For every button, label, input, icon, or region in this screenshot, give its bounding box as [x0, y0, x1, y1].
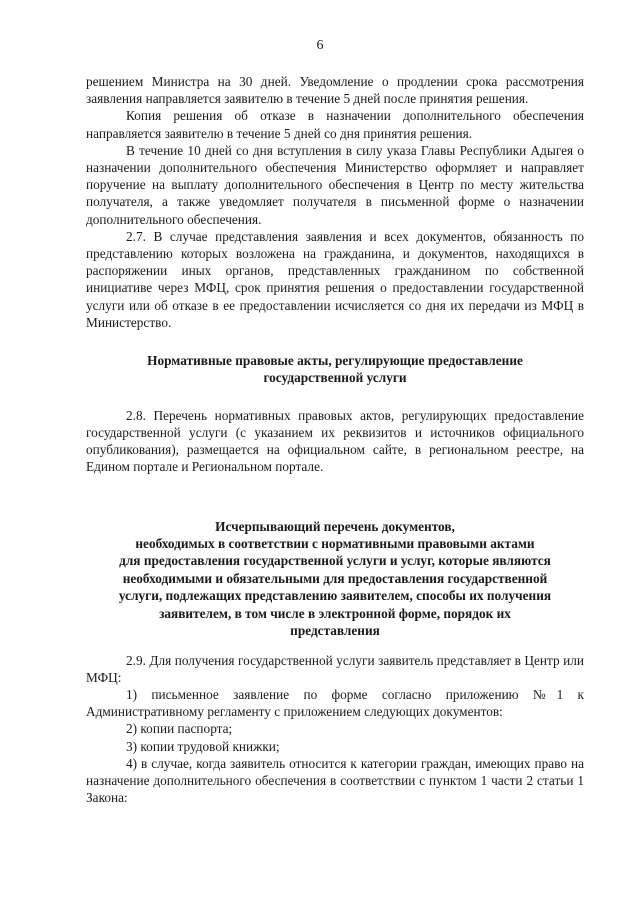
- heading-line: Исчерпывающий перечень документов,: [215, 518, 455, 534]
- heading-line: необходимых в соответствии с нормативными правовыми актами: [135, 536, 535, 552]
- heading-line: представления: [290, 623, 380, 639]
- paragraph-decree: В течение 10 дней со дня вступления в силу указа Главы Республики Адыгея о назначении дополнительного обеспечения Министерство оформляет и направляет поручение на выплату дополнительного обеспечения в Центр по месту жительства получателя, а также уведомляет получателя в письменной форме о назначении дополнительного обеспечения.: [86, 142, 584, 227]
- paragraph-2-8: 2.8. Перечень нормативных правовых актов, регулирующих предоставление государственной услуги (с указанием их реквизитов и источников официального опубликования), размещается на официальном сайте, в региональном реестре, на Едином портале и Региональном портале.: [86, 407, 584, 475]
- heading-documents-list: [86, 518, 584, 640]
- page-number: 6: [316, 38, 324, 53]
- paragraph-2-7: 2.7. В случае представления заявления и всех документов, обязанность по представлению которых возложена на гражданина, и документов, находящихся в распоряжении иных органов, представленных гражданином по собственной инициативе через МФЦ, срок принятия решения о предоставлении государственной услуги или об отказе в ее предоставлении исчисляется со дня их передачи из МФЦ в Министерство.: [86, 228, 584, 330]
- heading-line: для предоставления государственной услуги и услуг, которые являются: [119, 553, 551, 569]
- list-item-category: 4) в случае, когда заявитель относится к категории граждан, имеющих право на назначение дополнительного обеспечения в соответствии с пунктом 1 части 2 статьи 1 Закона:: [86, 755, 584, 806]
- heading-line: заявителем, в том числе в электронной форме, порядок их: [159, 605, 511, 621]
- heading-line: необходимыми и обязательными для предоставления государственной: [122, 570, 548, 586]
- heading-line: услуги, подлежащих представлению заявителем, способы их получения: [118, 588, 552, 604]
- document-body: [86, 73, 584, 806]
- list-item-application: 1) письменное заявление по форме согласно приложению №1 к Административному регламенту с приложением следующих документов:: [86, 686, 584, 720]
- heading-line: Нормативные правовые акты, регулирующие предоставление: [147, 353, 523, 369]
- paragraph-2-9: 2.9. Для получения государственной услуги заявитель представляет в Центр или МФЦ:: [86, 652, 584, 685]
- paragraph-refusal-copy: Копия решения об отказе в назначении дополнительного обеспечения направляется заявителю в течение 5 дней со дня принятия решения.: [86, 108, 584, 141]
- list-item-employment-record: 3) копии трудовой книжки;: [126, 738, 280, 754]
- paragraph-continuation: решением Министра на 30 дней. Уведомление о продлении срока рассмотрения заявления направляется заявителю в течение 5 дней после принятия решения.: [86, 74, 584, 107]
- heading-line: государственной услуги: [263, 370, 407, 386]
- heading-normative-acts: [86, 352, 584, 387]
- list-item-passport: 2) копии паспорта;: [126, 721, 233, 737]
